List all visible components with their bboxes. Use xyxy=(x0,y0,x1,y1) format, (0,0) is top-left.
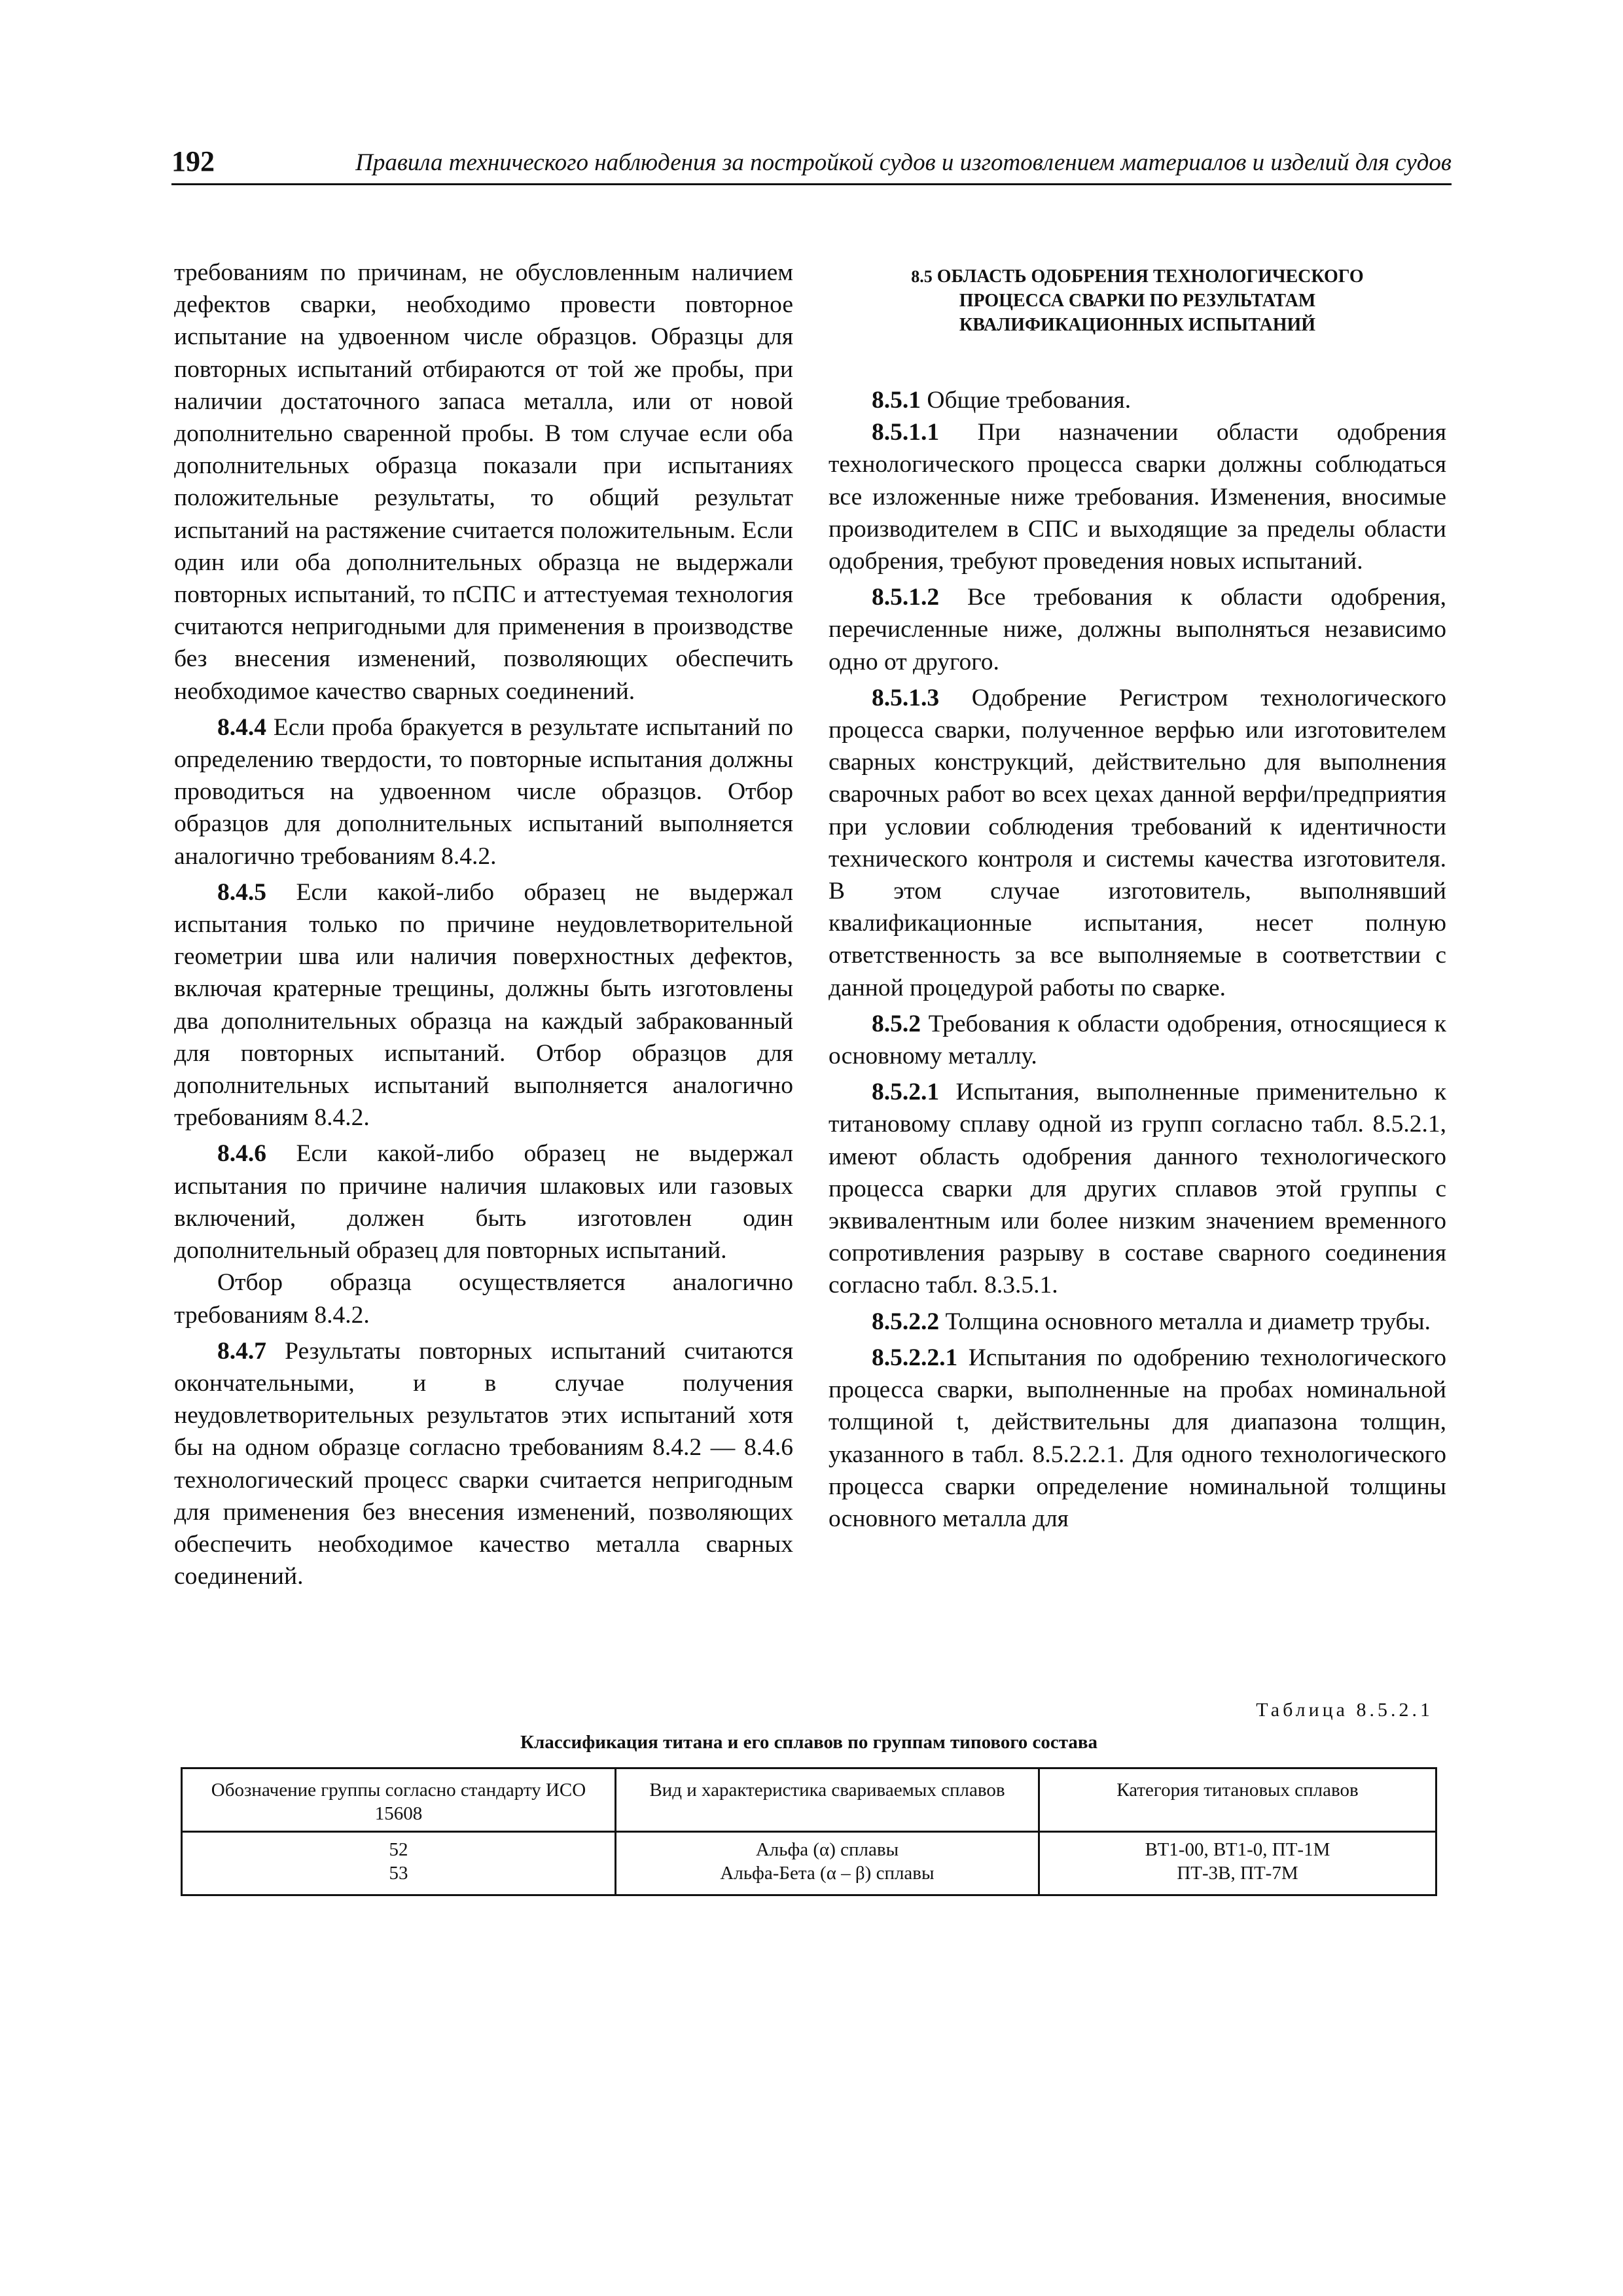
clause-number: 8.4.5 xyxy=(217,878,266,906)
paragraph-8-5-1-1 xyxy=(829,416,1446,577)
column-header: Вид и характеристика свариваемых сплавов xyxy=(615,1768,1039,1832)
clause-number: 8.4.7 xyxy=(217,1337,266,1365)
page-header xyxy=(171,143,1452,185)
paragraph-text: Одобрение Регистром технологического процесса сварки, полученное верфью или изготовителем сварных конструкций, действительно для выполнения сварочных работ во всех цехах данной верфи/предприятия при условии соблюдения требований к идентичности технического контроля и системы качества изготовителя. В этом случае изготовитель, выполнявший квалификационные испытания, несет полную ответственность за все выполняемые в соответствии с данной процедурой работы по сварке. xyxy=(829,684,1446,1001)
column-header: Категория титановых сплавов xyxy=(1039,1768,1436,1832)
cell-line: 53 xyxy=(389,1863,408,1884)
paragraph-8-4-4 xyxy=(174,711,793,872)
paragraph-continued: требованиям по причинам, не обусловленным наличием дефектов сварки, необходимо провести повторное испытание на удвоенном числе образцов. Образцы для повторных испытаний отбираются от той же пробы, при наличии достаточного запаса металла, или от новой дополнительно сваренной пробы. В том случае если оба дополнительных образца показали при испытаниях положительные результаты, то общий результат испытаний на растяжение считается положительным. Если один или оба дополнительных образца не выдержали повторных испытаний, то пСПС и аттестуемая технология считаются непригодными для применения в производстве без внесения изменений, позволяющих обеспечить необходимое качество сварных соединений. xyxy=(174,259,793,705)
paragraph-text: Испытания, выполненные применительно к титановому сплаву одной из групп согласно табл. 8.5.2.1, имеют область одобрения данного технологического процесса сварки для других сплавов этой группы с эквивалентным или более низким значением временного сопротивления разрыву в составе сварного соединения согласно табл. 8.3.5.1. xyxy=(829,1079,1446,1299)
paragraph-text: При назначении области одобрения технологического процесса сварки должны соблюдаться все изложенные ниже требования. Изменения, вносимые производителем в СПС и выходящие за пределы области одобрения, требуют проведения новых испытаний. xyxy=(829,419,1446,575)
paragraph-8-5-1-3 xyxy=(829,682,1446,1004)
table-header-row xyxy=(182,1768,1436,1832)
clause-number: 8.5.1.2 xyxy=(872,584,940,611)
table-row xyxy=(182,1832,1436,1895)
classification-table xyxy=(181,1767,1437,1896)
paragraph-8-4-6-continued: Отбор образца осуществляется аналогично требованиям 8.4.2. xyxy=(174,1269,793,1329)
clause-number: 8.5.2.2.1 xyxy=(872,1344,958,1371)
clause-number: 8.4.4 xyxy=(217,713,266,741)
table-cell-type xyxy=(615,1832,1039,1895)
paragraph-8-5-1 xyxy=(829,384,1446,416)
paragraph-text: Все требования к области одобрения, перечисленные ниже, должны выполняться независимо одно от другого. xyxy=(829,584,1446,675)
table-cell-category xyxy=(1039,1832,1436,1895)
paragraph-text: Общие требования. xyxy=(921,387,1132,414)
paragraph-8-5-2-1 xyxy=(829,1076,1446,1301)
table-number: Таблица 8.5.2.1 xyxy=(1256,1699,1433,1721)
paragraph-8-5-1-2 xyxy=(829,581,1446,678)
clause-number: 8.5.2.2 xyxy=(872,1308,940,1335)
paragraph-8-4-7 xyxy=(174,1335,793,1593)
section-number: 8.5 xyxy=(911,267,933,286)
paragraph-8-5-2-2 xyxy=(829,1306,1446,1338)
clause-number: 8.5.2.1 xyxy=(872,1079,940,1106)
clause-number: 8.5.1.1 xyxy=(872,419,940,446)
paragraph-text: Испытания по одобрению технологического процесса сварки, выполненные на пробах номинальной толщиной t, действительны для диапазона толщин, указанного в табл. 8.5.2.2.1. Для одного технологического процесса сварки определение номинальной толщины основного металла для xyxy=(829,1344,1446,1532)
section-title-line: ОБЛАСТЬ ОДОБРЕНИЯ ТЕХНОЛОГИЧЕСКОГО xyxy=(936,266,1364,287)
table-cell-group xyxy=(182,1832,616,1895)
clause-number: 8.5.1.3 xyxy=(872,684,940,711)
table-title: Классификация титана и его сплавов по группам типового состава xyxy=(520,1732,1098,1753)
section-title-line: КВАЛИФИКАЦИОННЫХ ИСПЫТАНИЙ xyxy=(959,315,1316,335)
clause-number: 8.5.2 xyxy=(872,1010,921,1037)
cell-line: Альфа (α) сплавы xyxy=(755,1839,899,1860)
paragraph-text: Результаты повторных испытаний считаются окончательными, и в случае получения неудовлетворительных результатов этих испытаний хотя бы на одном образце согласно требованиям 8.4.2 — 8.4.6 технологический процесс сварки считается непригодным для применения без внесения изменений, позволяющих обеспечить необходимое качество металла сварных соединений. xyxy=(174,1337,793,1590)
paragraph-8-5-2-2-1 xyxy=(829,1342,1446,1535)
paragraph-8-5-2 xyxy=(829,1008,1446,1072)
clause-number: 8.4.6 xyxy=(217,1140,266,1168)
left-column xyxy=(174,257,793,1592)
section-heading xyxy=(829,264,1446,337)
paragraph-text: Если какой-либо образец не выдержал испытания только по причине неудовлетворительной геометрии шва или наличия поверхностных дефектов, включая кратерные трещины, должны быть изготовлены два дополнительных образца на каждый забракованный для повторных испытаний. Отбор образцов для дополнительных испытаний выполняется аналогично требованиям 8.4.2. xyxy=(174,878,793,1132)
paragraph-text: Если проба бракуется в результате испытаний по определению твердости, то повторные испытания должны проводиться на удвоенном числе образцов. Отбор образцов для дополнительных испытаний выполняется аналогично требованиям 8.4.2. xyxy=(174,713,793,870)
paragraph-text: Требования к области одобрения, относящиеся к основному металлу. xyxy=(829,1010,1446,1070)
section-title-line: ПРОЦЕССА СВАРКИ ПО РЕЗУЛЬТАТАМ xyxy=(959,291,1316,311)
cell-line: ПТ-3В, ПТ-7М xyxy=(1177,1863,1298,1884)
page-number: 192 xyxy=(171,145,215,177)
clause-number: 8.5.1 xyxy=(872,387,921,414)
running-title: Правила технического наблюдения за постройкой судов и изготовлением материалов и изделий для судов xyxy=(355,149,1452,176)
paragraph-text: Если какой-либо образец не выдержал испытания по причине наличия шлаковых или газовых включений, должен быть изготовлен один дополнительный образец для повторных испытаний. xyxy=(174,1140,793,1265)
paragraph-8-4-6 xyxy=(174,1138,793,1266)
right-column xyxy=(829,257,1446,1535)
paragraph-text: Толщина основного металла и диаметр трубы. xyxy=(939,1308,1431,1335)
cell-line: 52 xyxy=(389,1839,408,1860)
paragraph-8-4-5 xyxy=(174,876,793,1134)
cell-line: Альфа-Бета (α – β) сплавы xyxy=(720,1863,935,1884)
cell-line: ВТ1-00, ВТ1-0, ПТ-1М xyxy=(1145,1839,1330,1860)
column-header: Обозначение группы согласно стандарту ИСО 15608 xyxy=(182,1768,616,1832)
